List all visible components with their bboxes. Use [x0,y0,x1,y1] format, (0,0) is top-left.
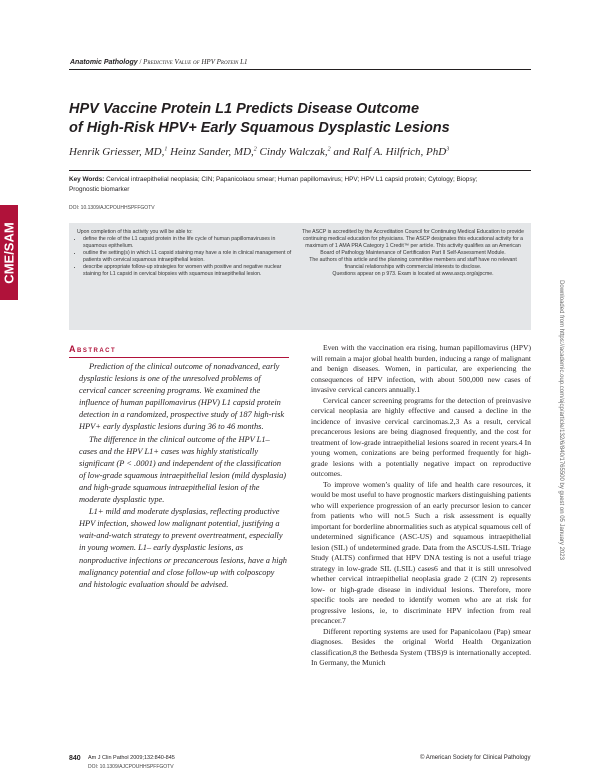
author-list [69,146,449,158]
article-title [69,100,539,138]
footer-doi: DOI: 10.1309/AJCPOUHHSPFFGOTV [88,764,174,770]
author-affiliation-number: 1 [164,146,168,153]
author-affiliation-number: 2 [253,146,257,153]
cme-learning-objectives [77,229,292,278]
body-paragraph: To improve women’s quality of life and health care resources, it would be most useful to have prognostic markers distinguishing patients who will experience progression of an early precursor lesion to cancer from patients who will not.5 Such a risk assessment is equally important for borderline abnormalities such as atypical squamous cell of undetermined significance (ASC-US) and squamous intraepithelial lesion (SIL) of undetermined grade. Data from the ASCUS-LSIL Triage Study (ALTS) confirmed that HPV DNA testing is not a useful triage strategy in low-grade SIL (LSIL) cases6 and that it is still unresolved whether cervical intraepithelial neoplasia grade 2 (CIN 2) represents low- or high-grade disease in individual lesions. Therefore, more specific tools are needed to identify women who are at risk for progressive lesions, ie, to discriminate HPV infection from real precancer.7 [311,479,531,625]
accreditation-paragraph: The ASCP is accredited by the Accreditation Council for Continuing Medical Education to provide continuing medical education for physicians. The ASCP designates this educational activity for a maximum of 1 AMA PRA Category 1 Credit™ per article. This activity qualifies as an American Board of Pathology Maintenance of Certification Part II Self-Assessment Module. [302,229,524,256]
download-note-text: Downloaded from https://academic.oup.com/ajcp/article/132/6/840/1765500 by guest on 05 January 2023 [558,280,564,560]
cme-accreditation [300,229,526,278]
title-rule [69,170,531,171]
title-line-1: HPV Vaccine Protein L1 Predicts Disease Outcome [69,101,420,117]
keywords [69,175,509,195]
keywords-text: Cervical intraepithelial neoplasia; CIN; Papanicolaou smear; Human papillomavirus; HPV; HPV L1 capsid protein; Cytology; Biopsy; Prognostic biomarker [69,176,478,193]
author-separator: and [330,146,353,158]
abstract-rule [69,357,289,358]
abstract-heading: Abstract [69,344,117,354]
objectives-list [77,236,292,278]
learning-objective: • define the role of the L1 capsid protein in the life cycle of human papillomaviruses in squamous epithelium. [83,236,292,250]
body-text [311,343,531,669]
page-number: 840 [69,755,81,762]
keywords-label: Key Words: [69,176,105,183]
abstract-paragraph: L1+ mild and moderate dysplasias, reflecting productive HPV infection, showed low malignant potential, justifying a wait-and-watch strategy to prevent overtreatment, especially in young women. L1– early dysplastic lesions, as nonproductive infections or precancerous lesions, have a high malignancy potential and close follow-up with colposcopy and histologic evaluation should be advised. [79,507,287,589]
body-paragraph: Even with the vaccination era rising, human papillomavirus (HPV) will remain a major global health burden, inducing a range of malignant and benign diseases. Women, in particular, are experiencing the consequences of HPV infection, with about 500,000 new cases of invasive cervical cancers annually.1 [311,343,531,394]
running-title: Predictive Value of HPV Protein L1 [143,58,248,66]
body-paragraph: Different reporting systems are used for Papanicolaou (Pap) smear diagnoses. Besides the original World Health Organization classification,8 the Bethesda System (TBS)9 is internationally accepted. In Germany, the Munich [311,626,531,667]
author-name: Cindy Walczak, [259,146,328,158]
abstract-text [79,361,289,591]
cme-sam-tab [0,205,18,300]
header-separator: / [137,58,144,66]
running-header [70,58,248,66]
author-name: Henrik Griesser, MD, [69,146,165,158]
cme-sam-label: CME/SAM [1,221,17,284]
header-rule [69,69,531,70]
learning-objective: • describe appropriate follow-up strategies for women with positive and negative nuclear staining for L1 capsid in cervical biopsies with squamous intraepithelial lesion. [83,264,292,278]
accreditation-paragraph: Questions appear on p 973. Exam is located at www.ascp.org/ajpcme. [332,271,494,277]
title-line-2: of High-Risk HPV+ Early Squamous Dysplastic Lesions [69,120,450,136]
section-name: Anatomic Pathology [70,59,138,66]
accreditation-paragraph: The authors of this article and the planning committee members and staff have no relevant financial relationships with commercial interests to disclose. [309,257,517,270]
cme-intro: Upon completion of this activity you will be able to: [77,229,193,235]
article-doi: DOI: 10.1309/AJCPOUHHSPFFGOTV [69,205,155,211]
author-affiliation-number: 2 [327,146,331,153]
author-affiliation-number: 3 [446,146,450,153]
download-note [550,220,572,620]
learning-objective: • outline the setting(s) in which L1 capsid staining may have a role in clinical management of patients with cervical squamous intraepithelial lesion. [83,250,292,264]
body-paragraph: Cervical cancer screening programs for the detection of preinvasive cervical neoplasia are highly effective and caused a decline in the incidence of invasive cervical carcinomas.2,3 As a result, cervical precancerous lesions are being diagnosed frequently, and the cost for treatment of low-grade intraepithelial lesions soared in recent years.4 In young women, conizations are being performed frequently for high-grade lesions with a potentially negative impact on reproductive outcomes. [311,395,531,478]
abstract-paragraph: The difference in the clinical outcome of the HPV L1– cases and the HPV L1+ cases was highly statistically significant (P < .0001) and independent of the classification of low-grade squamous intraepithelial lesion (mild dysplasia) and high-grade squamous intraepithelial lesion of the moderate dysplastic type. [79,434,287,505]
copyright: © American Society for Clinical Pathology [420,755,531,761]
abstract-paragraph: Prediction of the clinical outcome of nonadvanced, early dysplastic lesions is one of the unresolved problems of cervical cancer screening programs. We examined the influence of human papillomavirus (HPV) L1 capsid protein detection in a randomized, prospective study of 187 high-risk HPV+ early dysplastic lesions during 36 to 46 months. [79,362,285,432]
author-name: Heinz Sander, MD, [170,146,254,158]
author-name: Ralf A. Hilfrich, PhD [352,146,447,158]
journal-citation: Am J Clin Pathol 2009;132:840-845 [88,755,175,761]
